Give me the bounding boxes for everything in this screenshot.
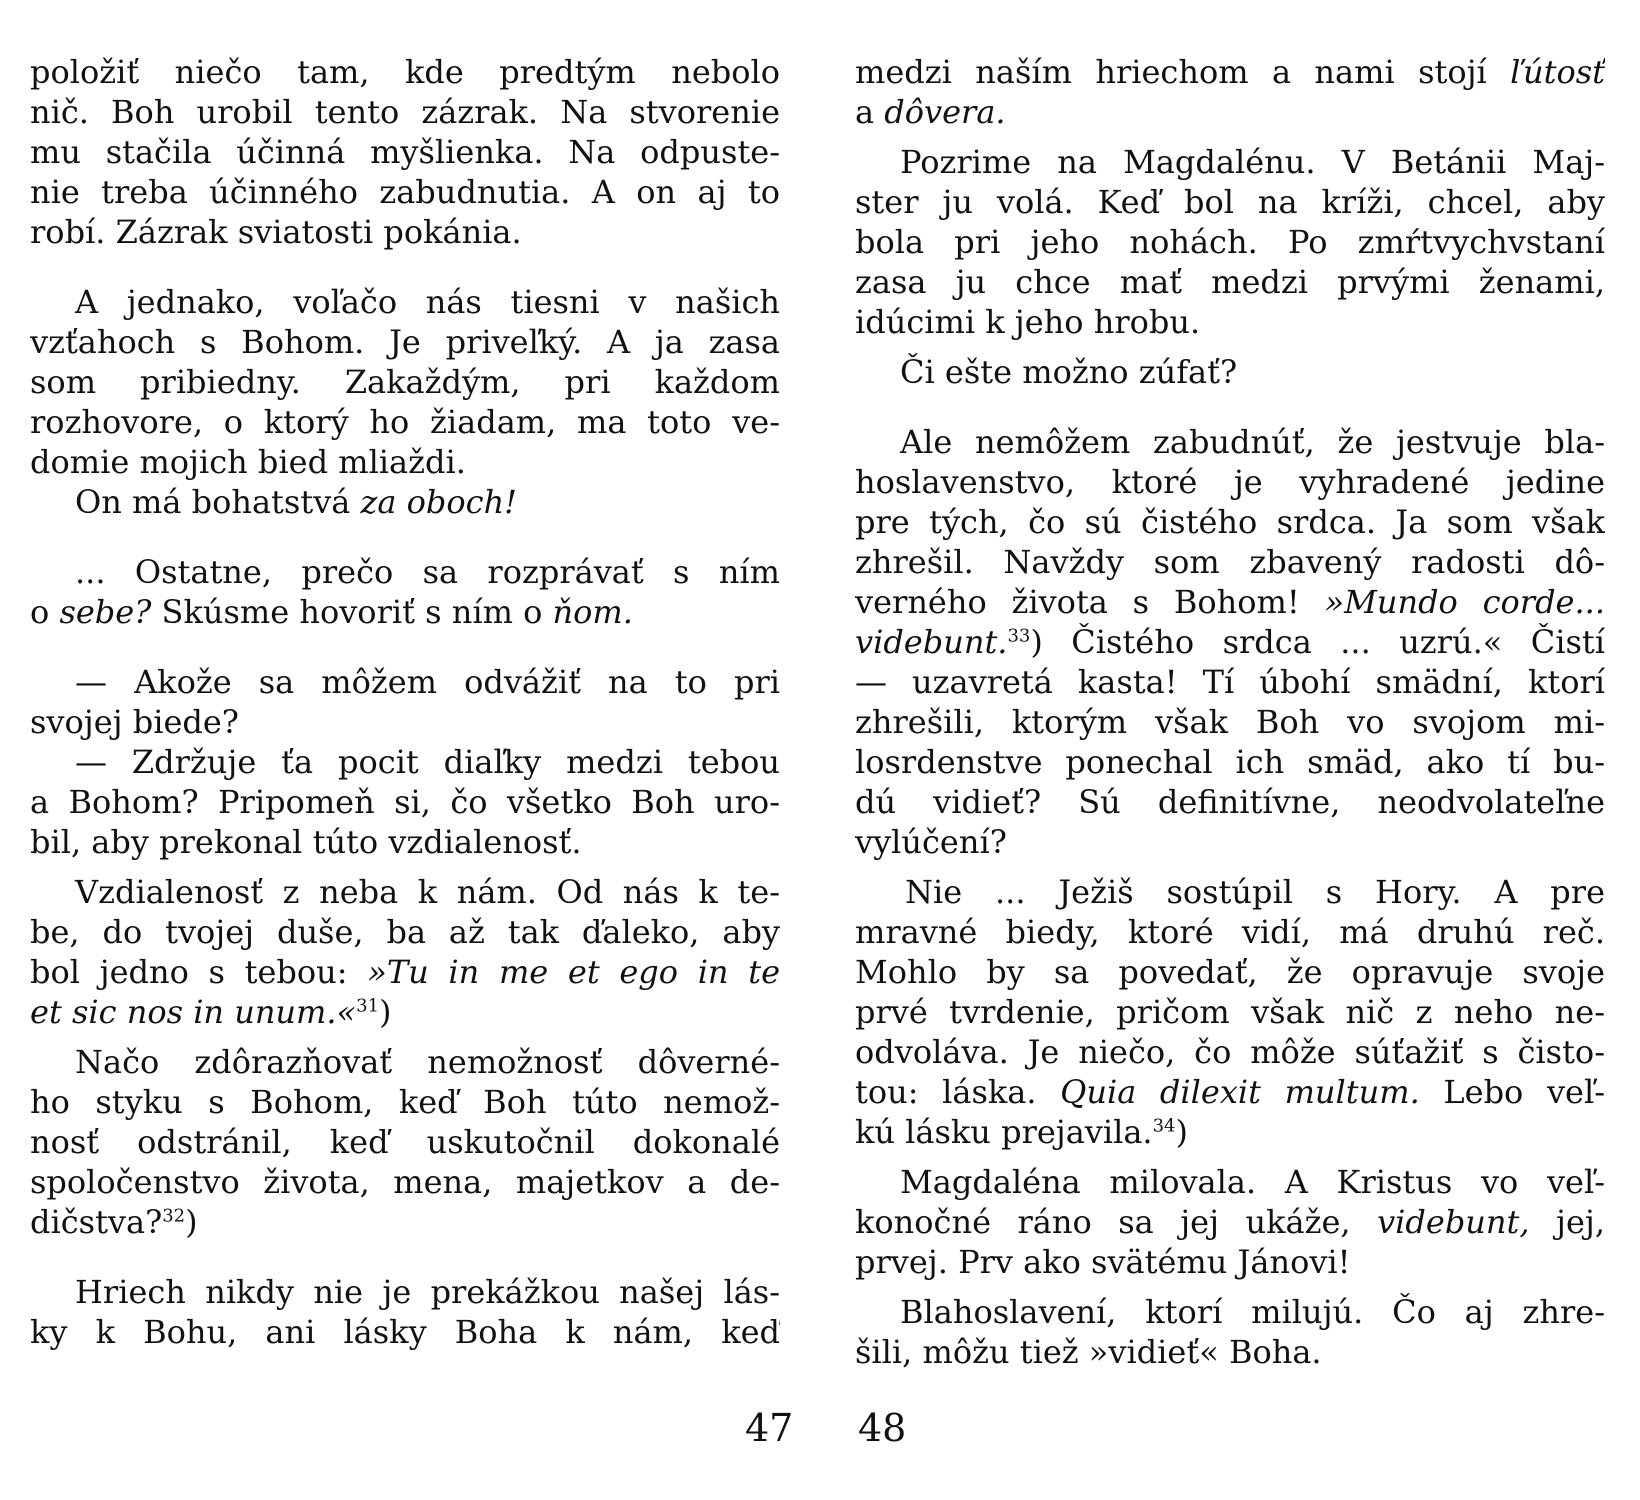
- text-line: [30, 482, 780, 522]
- text-line: [30, 1202, 780, 1242]
- text-run: ): [379, 993, 392, 1031]
- text-line: vylúčení?: [855, 823, 1007, 861]
- text-run: Lebo veľ-: [1419, 1073, 1605, 1111]
- footnote-marker: 34: [1152, 1115, 1176, 1137]
- text-line: odvoláva. Je niečo, čo môže súťažiť s čisto-: [855, 1033, 1605, 1071]
- text-line: ho styku s Bohom, keď Boh túto nemož-: [30, 1083, 780, 1121]
- text-line: Hriech nikdy nie je prekážkou našej lás-: [75, 1273, 780, 1311]
- text-line: — uzavretá kasta! Tí úbohí smädní, ktorí: [855, 663, 1605, 701]
- text-line: Či ešte možno zúfať?: [900, 353, 1238, 391]
- text-line: ky k Bohu, ani lásky Boha k nám, keď: [30, 1313, 780, 1351]
- text-line: pre tých, čo sú čistého srdca. Ja som však: [855, 503, 1605, 541]
- text-run: dičstva?: [30, 1203, 163, 1241]
- text-run: konočné ráno sa jej ukáže,: [855, 1203, 1378, 1241]
- italic-text: videbunt.: [855, 623, 1008, 661]
- text-run: medzi naším hriechom a nami stojí: [855, 53, 1511, 91]
- italic-text: sebe?: [59, 593, 152, 631]
- text-line: vzťahoch s Bohom. Je priveľký. A ja zasa: [30, 323, 780, 361]
- footnote-marker: 32: [162, 1205, 186, 1227]
- text-line: losrdenstve ponechal ich smäd, ako tí bu-: [855, 743, 1605, 781]
- text-line: nosť odstránil, keď uskutočnil dokonalé: [30, 1123, 780, 1161]
- text-line: mravné biedy, ktoré vidí, má druhú reč.: [855, 913, 1605, 951]
- italic-text: za oboch!: [360, 483, 518, 521]
- text-run: ) Čistého srdca ... uzrú.« Čistí: [1030, 623, 1605, 661]
- text-line: nie treba účinného zabudnutia. A on aj to: [30, 173, 780, 211]
- text-run: bol jedno s tebou:: [30, 953, 368, 991]
- text-line: [855, 582, 1605, 622]
- text-line: zasa ju chce mať medzi prvými ženami,: [855, 263, 1605, 301]
- text-line: bola pri jeho nohách. Po zmŕtvychvstaní: [855, 223, 1605, 261]
- text-run: Skúsme hovoriť s ním o: [151, 593, 553, 631]
- text-line: dú vidieť? Sú definitívne, neodvolateľne: [855, 783, 1605, 821]
- text-line: zhrešil. Navždy som zbavený radosti dô-: [855, 543, 1605, 581]
- text-line: mu stačila účinná myšlienka. Na odpuste-: [30, 133, 780, 171]
- text-line: ... Ostatne, prečo sa rozprávať s ním: [75, 553, 780, 591]
- text-line: Vzdialenosť z neba k nám. Od nás k te-: [75, 873, 780, 911]
- text-line: domie mojich bied mliaždi.: [30, 443, 466, 481]
- italic-text: et sic nos in unum.«: [30, 993, 357, 1031]
- text-line: Nie ... Ježiš sostúpil s Hory. A pre: [905, 873, 1605, 911]
- italic-text: Quia dilexit multum.: [1060, 1073, 1420, 1111]
- italic-text: videbunt,: [1377, 1203, 1530, 1241]
- text-line: A jednako, voľačo nás tiesni v našich: [75, 283, 780, 321]
- text-line: Blahoslavení, ktorí milujú. Čo aj zhre-: [900, 1293, 1605, 1331]
- page-number-left: 47: [745, 1406, 794, 1450]
- text-line: Načo zdôrazňovať nemožnosť dôverné-: [75, 1043, 780, 1081]
- text-line: Magdaléna milovala. A Kristus vo veľ-: [900, 1163, 1605, 1201]
- right-page: [855, 52, 1605, 1372]
- text-run: ): [185, 1203, 198, 1241]
- text-line: nič. Boh urobil tento zázrak. Na stvorenie: [30, 93, 780, 131]
- text-line: Pozrime na Magdalénu. V Betánii Maj-: [900, 143, 1605, 181]
- text-line: spoločenstvo života, mena, majetkov a de-: [30, 1163, 780, 1201]
- page-number-right: 48: [858, 1406, 907, 1450]
- text-line: bil, aby prekonal túto vzdialenosť.: [30, 823, 582, 861]
- text-line: idúcimi k jeho hrobu.: [855, 303, 1201, 341]
- text-line: prvé tvrdenie, pričom však nič z neho ne-: [855, 993, 1605, 1031]
- text-line: Mohlo by sa povedať, že opravuje svoje: [855, 953, 1605, 991]
- text-line: [30, 992, 780, 1032]
- text-line: Ale nemôžem zabudnúť, že jestvuje bla-: [900, 423, 1605, 461]
- text-run: a: [855, 93, 885, 131]
- text-run: jej,: [1529, 1203, 1605, 1241]
- text-line: [855, 92, 1605, 132]
- text-run: kú lásku prejavila.: [855, 1113, 1153, 1151]
- text-line: som pribiedny. Zakaždým, pri každom: [30, 363, 780, 401]
- text-line: [855, 52, 1605, 92]
- text-run: verného života s Bohom!: [855, 583, 1325, 621]
- text-line: hoslavenstvo, ktoré je vyhradené jedine: [855, 463, 1605, 501]
- italic-text: ňom.: [552, 593, 633, 631]
- italic-text: dôvera.: [884, 93, 1006, 131]
- text-line: prvej. Prv ako svätému Jánovi!: [855, 1243, 1351, 1281]
- text-line: robí. Zázrak sviatosti pokánia.: [30, 213, 522, 251]
- italic-text: ľútosť: [1510, 53, 1605, 91]
- italic-text: »Tu in me et ego in te: [367, 953, 780, 991]
- text-line: [855, 622, 1605, 662]
- text-line: — Zdržuje ťa pocit diaľky medzi tebou: [75, 743, 780, 781]
- footnote-marker: 33: [1007, 625, 1031, 647]
- text-line: ster ju volá. Keď bol na kríži, chcel, aby: [855, 183, 1605, 221]
- text-run: ): [1175, 1113, 1188, 1151]
- text-line: [855, 1072, 1605, 1112]
- text-line: položiť niečo tam, kde predtým nebolo: [30, 53, 780, 91]
- text-line: — Akože sa môžem odvážiť na to pri: [75, 663, 780, 701]
- italic-text: »Mundo corde...: [1324, 583, 1605, 621]
- text-line: [855, 1112, 1605, 1152]
- text-line: [30, 592, 780, 632]
- left-page: [30, 52, 780, 1352]
- text-run: On má bohatstvá: [75, 483, 361, 521]
- text-line: svojej biede?: [30, 703, 239, 741]
- text-run: o: [30, 593, 60, 631]
- text-line: rozhovore, o ktorý ho žiadam, ma toto ve-: [30, 403, 780, 441]
- text-line: zhrešili, ktorým však Boh vo svojom mi-: [855, 703, 1605, 741]
- text-line: šili, môžu tiež »vidieť« Boha.: [855, 1333, 1322, 1371]
- footnote-marker: 31: [356, 995, 380, 1017]
- text-line: [30, 952, 780, 992]
- text-line: be, do tvojej duše, ba až tak ďaleko, aby: [30, 913, 780, 951]
- text-line: a Bohom? Pripomeň si, čo všetko Boh uro-: [30, 783, 780, 821]
- text-line: [855, 1202, 1605, 1242]
- text-run: tou: láska.: [855, 1073, 1061, 1111]
